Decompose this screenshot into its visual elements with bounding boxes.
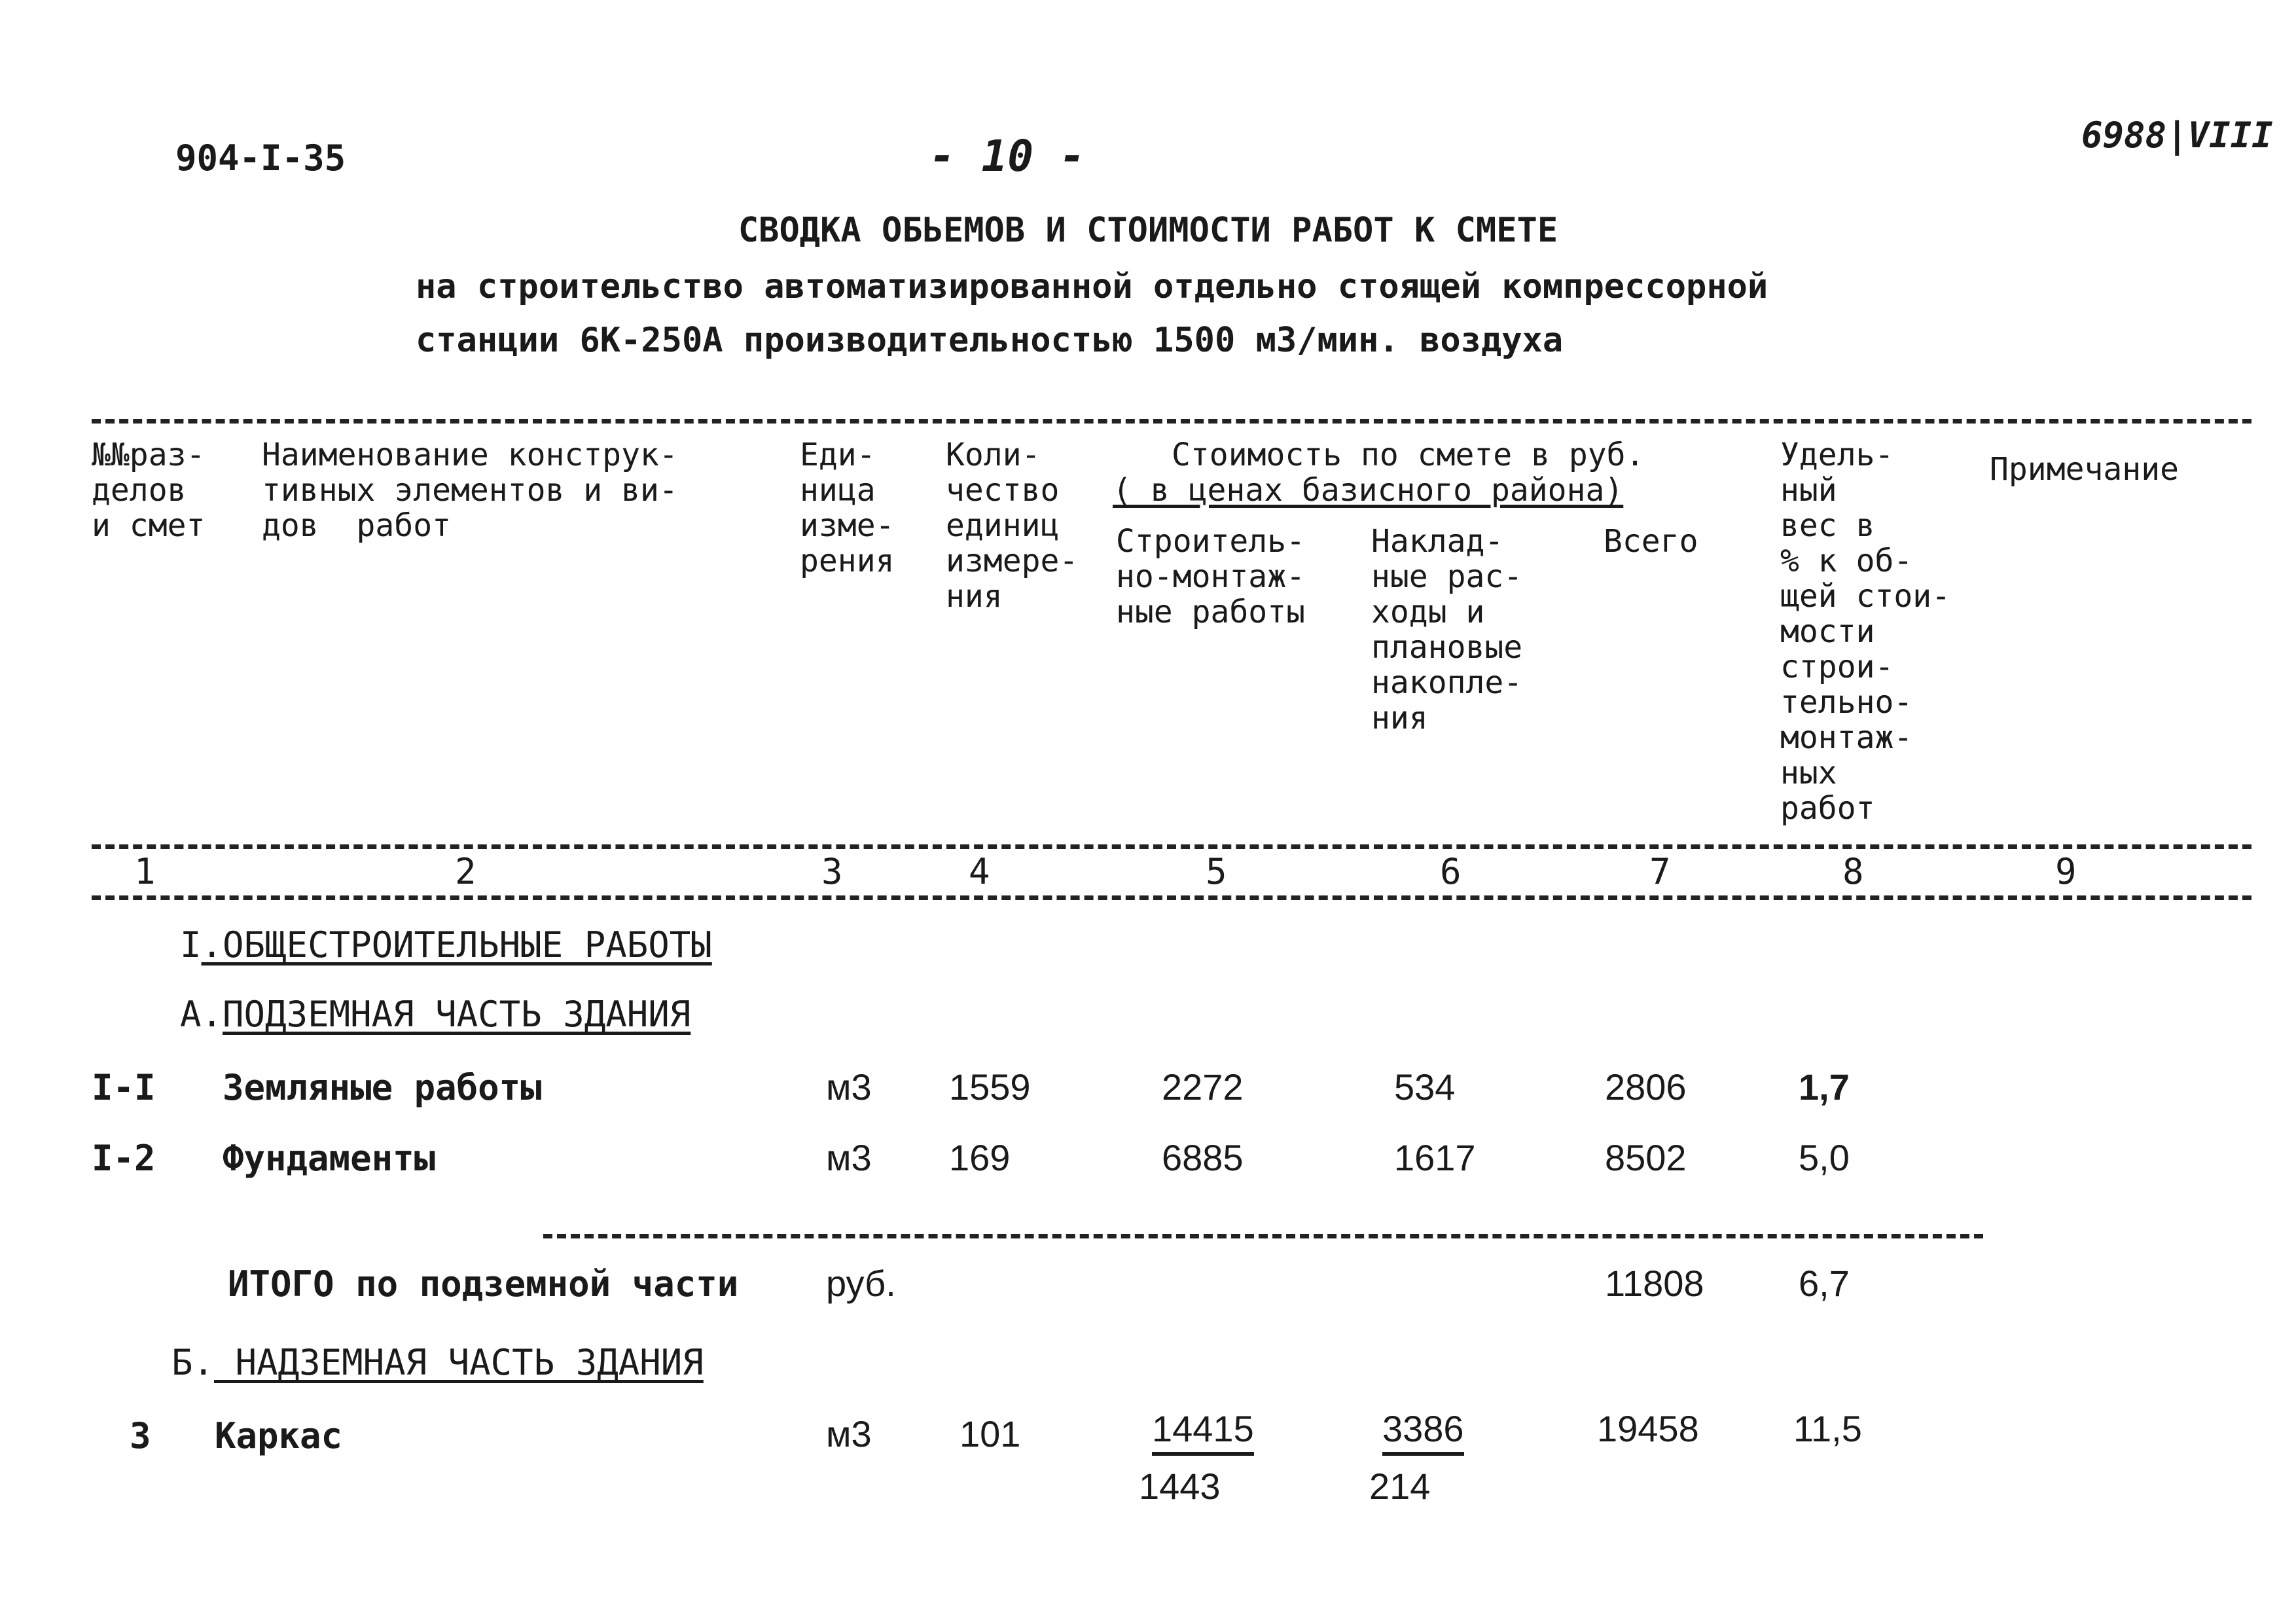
- subtotal-total: 11808: [1605, 1263, 1704, 1304]
- section-heading-general-works-prefix: I: [180, 924, 202, 965]
- column-number-6: 6: [1440, 851, 1462, 892]
- column-header-unit: Еди- ница изме- рения: [800, 437, 895, 579]
- column-number-3: 3: [821, 851, 843, 892]
- column-number-7: 7: [1649, 851, 1671, 892]
- column-header-construction-works: Строитель- но-монтаж- ные работы: [1116, 523, 1305, 630]
- table-top-rule: [92, 419, 2251, 424]
- row-overhead-cost: 1617: [1394, 1137, 1476, 1178]
- section-heading-underground: [180, 994, 691, 1035]
- row-construction-cost: [1152, 1407, 1254, 1450]
- row-quantity: 169: [949, 1137, 1011, 1178]
- row-overhead-cost: 534: [1394, 1066, 1456, 1108]
- row-name: Фундаменты: [223, 1138, 436, 1179]
- document-code: 904-I-35: [175, 137, 346, 179]
- row-overhead-cost-sub: 214: [1369, 1466, 1431, 1507]
- column-number-4: 4: [969, 851, 990, 892]
- row-unit: м3: [826, 1066, 872, 1108]
- column-header-section-number: №№раз- делов и смет: [92, 437, 206, 544]
- section-heading-aboveground: [171, 1342, 704, 1383]
- row-construction-cost-main: 14415: [1152, 1408, 1254, 1456]
- column-numbers-top-rule: [92, 844, 2251, 849]
- subtotal-unit: руб.: [826, 1263, 896, 1304]
- subtotal-label: ИТОГО по подземной части: [228, 1263, 739, 1305]
- column-numbers-bottom-rule: [92, 895, 2251, 900]
- row-share: 5,0: [1799, 1137, 1850, 1178]
- row-share: 11,5: [1793, 1408, 1862, 1449]
- row-construction-cost: 2272: [1162, 1066, 1244, 1108]
- column-number-9: 9: [2055, 851, 2077, 892]
- column-header-notes: Примечание: [1990, 451, 2179, 488]
- section-heading-aboveground-prefix: Б.: [171, 1342, 215, 1383]
- row-number: I-2: [92, 1138, 156, 1179]
- section-heading-general-works-text: .ОБЩЕСТРОИТЕЛЬНЫЕ РАБОТЫ: [201, 924, 712, 965]
- column-header-element-name: Наименование конструк- тивных элементов и ви- дов работ: [262, 437, 678, 544]
- column-header-quantity: Коли- чество единиц измере- ния: [946, 437, 1079, 615]
- row-overhead-cost: [1382, 1407, 1464, 1450]
- row-total-cost: 8502: [1605, 1137, 1687, 1178]
- row-construction-cost-sub: 1443: [1139, 1466, 1221, 1507]
- subtotal-rule: [543, 1234, 1983, 1238]
- row-unit: м3: [826, 1413, 872, 1454]
- row-construction-cost: 6885: [1162, 1137, 1244, 1178]
- row-total-cost: 19458: [1597, 1408, 1699, 1449]
- row-total-cost: 2806: [1605, 1066, 1687, 1108]
- subtotal-share: 6,7: [1799, 1263, 1850, 1304]
- document-title: СВОДКА ОБЬЕМОВ И СТОИМОСТИ РАБОТ К СМЕТЕ: [738, 211, 1558, 250]
- row-name: Земляные работы: [223, 1067, 542, 1108]
- row-share: 1,7: [1799, 1066, 1850, 1108]
- column-number-2: 2: [455, 851, 476, 892]
- column-number-5: 5: [1206, 851, 1227, 892]
- section-heading-general-works: [180, 924, 712, 965]
- section-heading-underground-prefix: А.: [180, 994, 223, 1035]
- row-number: 3: [130, 1415, 151, 1456]
- sheet-reference: 6988|VIII: [2081, 115, 2273, 156]
- page-number: - 10 -: [929, 131, 1086, 181]
- section-heading-underground-text: ПОДЗЕМНАЯ ЧАСТЬ ЗДАНИЯ: [223, 994, 691, 1035]
- column-header-share: Удель- ный вес в % к об- щей стои- мости строи- тельно- монтаж- ных работ: [1780, 437, 1951, 827]
- row-number: I-I: [92, 1067, 156, 1108]
- row-unit: м3: [826, 1137, 872, 1178]
- document-subtitle-line-2: станции 6К-250А производительностью 1500 м3/мин. воздуха: [416, 321, 1564, 360]
- document-subtitle-line-1: на строительство автоматизированной отдельно стоящей компрессорной: [416, 267, 1768, 306]
- row-quantity: 101: [960, 1413, 1021, 1454]
- row-overhead-cost-main: 3386: [1382, 1408, 1464, 1456]
- column-number-8: 8: [1842, 851, 1864, 892]
- column-number-1: 1: [134, 851, 156, 892]
- column-header-total: Всего: [1604, 523, 1698, 560]
- section-heading-aboveground-text: НАДЗЕМНАЯ ЧАСТЬ ЗДАНИЯ: [214, 1342, 704, 1383]
- column-header-cost-group: Стоимость по смете в руб.: [1172, 437, 1645, 473]
- column-header-cost-group-sub: ( в ценах базисного района): [1113, 472, 1624, 509]
- column-header-overhead: Наклад- ные рас- ходы и плановые накопле- ния: [1371, 523, 1523, 736]
- row-quantity: 1559: [949, 1066, 1031, 1108]
- row-name: Каркас: [215, 1415, 343, 1456]
